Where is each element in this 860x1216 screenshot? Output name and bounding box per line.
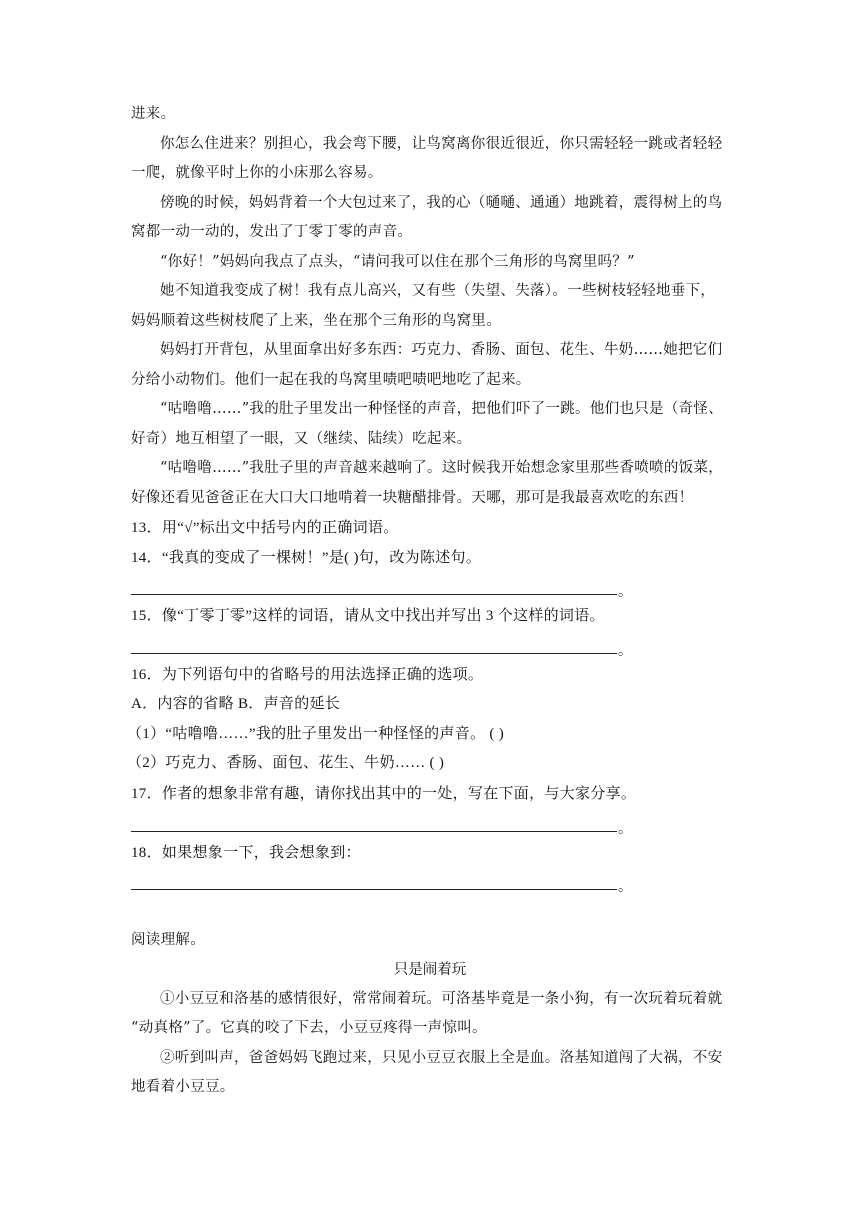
- story-line: “咕噜噜……”我肚子里的声音越来越响了。这时候我开始想念家里那些香喷喷的饭菜，: [160, 460, 724, 476]
- section-heading: 阅读理解。: [131, 932, 205, 948]
- story-line: 窝都一动一动的，发出了丁零丁零的声音。: [131, 224, 413, 240]
- story-line: 妈妈打开背包，从里面拿出好多东西：巧克力、香肠、面包、花生、牛奶……她把它们: [160, 342, 723, 358]
- question-18: 18．如果想象一下，我会想象到：: [131, 845, 361, 861]
- answer-end-mark: 。: [618, 879, 632, 895]
- story-line: 一爬，就像平时上你的小床那么容易。: [131, 165, 383, 181]
- story-line: 分给小动物们。他们一起在我的鸟窝里啧吧啧吧地吃了起来。: [131, 372, 531, 388]
- story-line: “你好！”妈妈向我点了点头，“请问我可以住在那个三角形的鸟窝里吗？”: [160, 254, 635, 270]
- question-16-item-1: （1）“咕噜噜……”我的肚子里发出一种怪怪的声音。 ( ): [127, 726, 505, 742]
- question-16-options: A．内容的省略 B．声音的延长: [131, 696, 341, 712]
- answer-end-mark: 。: [618, 643, 632, 659]
- question-15: 15．像“丁零丁零”这样的词语，请从文中找出并写出 3 个这样的词语。: [131, 608, 605, 624]
- question-13: 13．用“√”标出文中括号内的正确词语。: [131, 520, 399, 536]
- story-line: 好像还看见爸爸正在大口大口地啃着一块糖醋排骨。天哪，那可是我最喜欢吃的东西！: [131, 490, 694, 506]
- story-line: 她不知道我变成了树！我有点儿高兴，又有些（失望、失落）。一些树枝轻轻地垂下，: [160, 283, 716, 299]
- story-line: 你怎么住进来？别担心，我会弯下腰，让鸟窝离你很近很近，你只需轻轻一跳或者轻轻: [160, 136, 723, 152]
- story-line: 好奇）地互相望了一眼，又（继续、陆续）吃起来。: [131, 431, 472, 447]
- answer-end-mark: 。: [618, 584, 632, 600]
- answer-line-17[interactable]: [131, 831, 617, 832]
- story-line: 妈妈顺着这些树枝爬了上来，坐在那个三角形的鸟窝里。: [131, 313, 501, 329]
- passage-line: 地看着小豆豆。: [131, 1079, 235, 1095]
- question-14: 14．“我真的变成了一棵树！”是( )句，改为陈述句。: [131, 550, 482, 566]
- question-16: 16．为下列语句中的省略号的用法选择正确的选项。: [131, 667, 484, 683]
- passage-title: 只是闹着玩: [393, 962, 467, 978]
- answer-line-14[interactable]: [131, 594, 617, 595]
- answer-end-mark: 。: [618, 821, 632, 837]
- story-line: 进来。: [131, 106, 176, 122]
- question-17: 17．作者的想象非常有趣，请你找出其中的一处，写在下面，与大家分享。: [131, 786, 637, 802]
- passage-line: ②听到叫声，爸爸妈妈飞跑过来，只见小豆豆衣服上全是血。洛基知道闯了大祸，不安: [160, 1050, 723, 1066]
- story-line: 傍晚的时候，妈妈背着一个大包过来了，我的心（嗵嗵、通通）地跳着，震得树上的鸟: [160, 195, 723, 211]
- passage-line: “动真格”了。它真的咬了下去，小豆豆疼得一声惊叫。: [131, 1020, 487, 1036]
- answer-line-15[interactable]: [131, 653, 617, 654]
- question-16-item-2: （2）巧克力、香肠、面包、花生、牛奶…… ( ): [127, 755, 445, 771]
- story-line: “咕噜噜……”我的肚子里发出一种怪怪的声音，把他们吓了一跳。他们也只是（奇怪、: [160, 401, 724, 417]
- answer-line-18[interactable]: [131, 889, 617, 890]
- passage-line: ①小豆豆和洛基的感情很好，常常闹着玩。可洛基毕竟是一条小狗，有一次玩着玩着就: [160, 991, 723, 1007]
